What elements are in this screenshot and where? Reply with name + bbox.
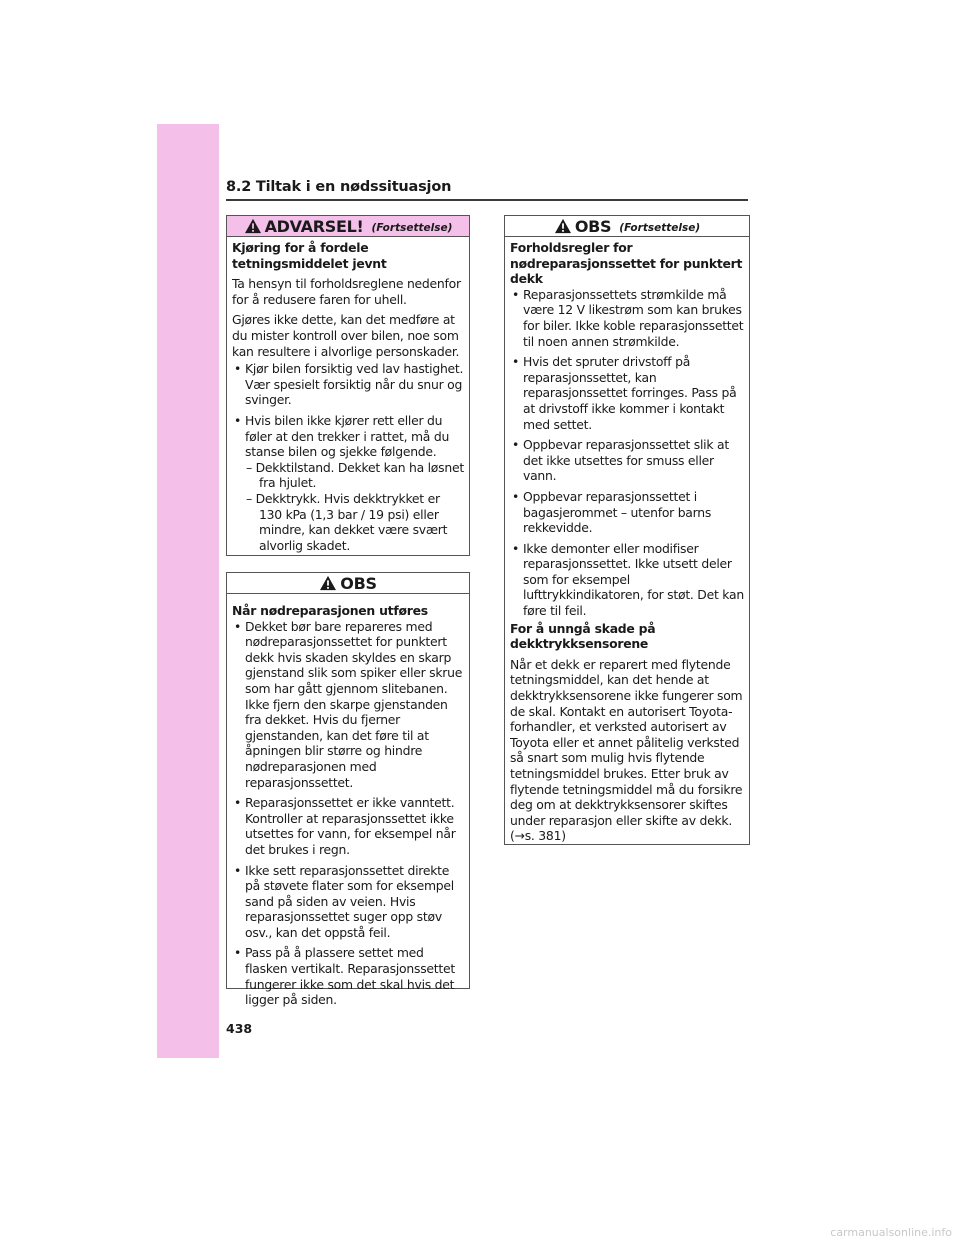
warning-list-item-text: Hvis bilen ikke kjører rett eller du føler at den trekker i rattet, må du stanse bilen og sjekke følgende.: [245, 412, 450, 460]
watermark: carmanualsonline.info: [830, 1226, 952, 1239]
notice-list-item: • Pass på å plassere settet med flasken vertikalt. Reparasjonssettet fungerer ikke som det skal hvis det ligger på siden.: [232, 945, 465, 1007]
warning-list: [232, 361, 465, 553]
warning-list-item: • Kjør bilen forsiktig ved lav hastighet. Vær spesielt forsiktig når du snur og svinger.: [232, 361, 465, 408]
notice-box-header: [227, 573, 469, 594]
section-divider: [226, 199, 748, 201]
notice-heading: For å unngå skade på dekktrykksensorene: [510, 620, 656, 652]
notice-list-item: • Hvis det spruter drivstoff på reparasjonssettet, kan reparasjonssettet forringes. Pass på at drivstoff ikke kommer i kontakt med settet.: [510, 354, 745, 432]
section-heading: 8.2 Tiltak i en nødssituasjon: [226, 179, 452, 195]
notice-box-right: [504, 215, 750, 845]
notice-box-header: [505, 216, 749, 237]
notice-list-item: • Reparasjonssettet er ikke vanntett. Kontroller at reparasjonssettet ikke utsettes for vann, for eksempel når det brukes i regn.: [232, 795, 465, 857]
warning-box: [226, 215, 470, 556]
page-reference-link[interactable]: (→s. 381): [510, 828, 566, 844]
warning-subitem: – Dekktilstand. Dekket kan ha løsnet fra hjulet.: [246, 459, 464, 491]
warning-box-header: [227, 216, 469, 237]
warning-continued: (Fortsettelse): [371, 222, 453, 234]
notice-list-item: • Oppbevar reparasjonssettet slik at det ikke utsettes for smuss eller vann.: [510, 437, 745, 484]
page-number: 438: [226, 1021, 253, 1036]
warning-list-item: [232, 413, 465, 553]
notice-list-item: • Oppbevar reparasjonssettet i bagasjerommet – utenfor barns rekkevidde.: [510, 489, 745, 536]
notice-heading: Når nødreparasjonen utføres: [232, 603, 428, 618]
warning-subitem: – Dekktrykk. Hvis dekktrykket er 130 kPa (1,3 bar / 19 psi) eller mindre, kan dekket være svært alvorlig skadet.: [246, 490, 448, 553]
warning-paragraph: Gjøres ikke dette, kan det medføre at du mister kontroll over bilen, noe som kan resultere i alvorlige personskader.: [232, 312, 460, 359]
notice-body: [227, 594, 469, 1008]
notice-list-item: • Dekket bør bare repareres med nødreparasjonssettet for punktert dekk hvis skaden skyldes en skarp gjenstand slik som spiker eller skrue som har gått gjennom slitebanen. Ikke fjern den skarpe gjenstanden fra dekket. Hvis du fjerner gjenstanden, kan det føre til at åpningen blir større og hindre nødreparasjonen med reparasjonssettet.: [232, 619, 465, 791]
warning-title: ADVARSEL!: [264, 216, 364, 236]
warning-triangle-icon: [244, 218, 262, 234]
warning-body: [227, 237, 469, 553]
notice-list-item: • Ikke demonter eller modifiser reparasjonssettet. Ikke utsett deler som for eksempel lufttrykkindikatoren, for støt. Det kan føre til feil.: [510, 541, 745, 619]
warning-paragraph: Ta hensyn til forholdsreglene nedenfor for å redusere faren for uhell.: [232, 276, 461, 307]
notice-list: [232, 619, 465, 1008]
notice-list-item: • Reparasjonssettets strømkilde må være 12 V likestrøm som kan brukes for biler. Ikke koble reparasjonssettet til noen annen strømkilde.: [510, 287, 745, 349]
notice-paragraph: Når et dekk er reparert med flytende tetningsmiddel, kan det hende at dekktrykksensorene ikke fungerer som de skal. Kontakt en autorisert Toyota-forhandler, et verksted autorisert av Toyota eller et annet pålitelig verksted så snart som mulig hvis flytende tetningsmiddel brukes. Etter bruk av flytende tetningsmiddel må du forsikre deg om at dekktrykksensorer skiftes under reparasjon eller skifte av dekk.: [510, 656, 743, 828]
warning-heading: Kjøring for å fordele tetningsmiddelet jevnt: [232, 240, 387, 271]
caution-triangle-icon: [554, 218, 572, 234]
notice-title: OBS: [574, 216, 612, 236]
notice-continued: (Fortsettelse): [619, 222, 701, 234]
notice-list: [510, 287, 745, 619]
notice-title: OBS: [340, 573, 377, 593]
notice-box-left: [226, 572, 470, 1008]
caution-triangle-icon: [319, 575, 337, 591]
notice-heading: Forholdsregler for nødreparasjonssettet for punktert dekk: [510, 240, 743, 287]
notice-list-item: • Ikke sett reparasjonssettet direkte på støvete flater som for eksempel sand på siden av veien. Hvis reparasjonssettet suger opp støv osv., kan det oppstå feil.: [232, 863, 465, 941]
notice-right-body: [505, 237, 749, 844]
chapter-side-tab: [157, 124, 219, 1058]
